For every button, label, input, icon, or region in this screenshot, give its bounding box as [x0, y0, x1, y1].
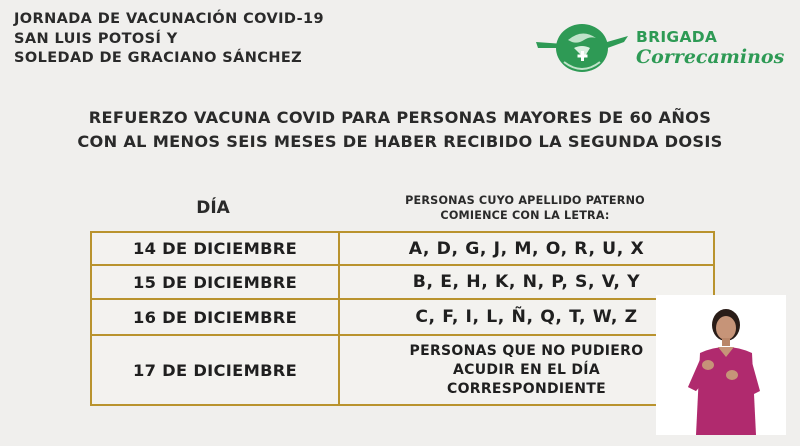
brigada-correcaminos-logo [534, 18, 796, 78]
table-row [91, 335, 714, 405]
subtitle-line-2: CON AL MENOS SEIS MESES DE HABER RECIBIDO LA SEGUNDA DOSIS [77, 132, 723, 151]
sign-language-interpreter-icon [656, 295, 786, 435]
title-line-2: SAN LUIS POTOSÍ Y [14, 30, 178, 47]
row-date: 14 DE DICIEMBRE [91, 232, 339, 265]
row-letters: B, E, H, K, N, P, S, V, Y [339, 265, 714, 299]
row-letters: A, D, G, J, M, O, R, U, X [339, 232, 714, 265]
sign-language-interpreter-panel [656, 295, 786, 435]
announcement-subtitle [0, 106, 800, 154]
row-letters: C, F, I, L, Ñ, Q, T, W, Z [339, 299, 714, 335]
row-date: 17 DE DICIEMBRE [91, 335, 339, 405]
column-header-day: DÍA [196, 198, 230, 218]
subtitle-line-1: REFUERZO VACUNA COVID PARA PERSONAS MAYORES DE 60 AÑOS [88, 108, 712, 127]
row-date: 16 DE DICIEMBRE [91, 299, 339, 335]
title-line-3: SOLEDAD DE GRACIANO SÁNCHEZ [14, 50, 303, 66]
note-line-2: ACUDIR EN EL DÍA [453, 361, 600, 378]
event-title [14, 10, 324, 69]
roadrunner-emblem-icon [534, 18, 630, 78]
note-line-3: CORRESPONDIENTE [447, 380, 606, 397]
logo-correcaminos-text: Correcaminos [636, 46, 785, 68]
schedule-table [90, 231, 715, 406]
table-row [91, 299, 714, 335]
table-row [91, 265, 714, 299]
column-header-letters [336, 193, 714, 223]
note-line-1: PERSONAS QUE NO PUDIERO [409, 342, 644, 359]
column-header-letters-line-2: COMIENCE CON LA LETRA: [440, 209, 610, 222]
row-date: 15 DE DICIEMBRE [91, 265, 339, 299]
logo-brigada-text: BRIGADA [636, 28, 718, 46]
title-line-1: JORNADA DE VACUNACIÓN COVID-19 [14, 11, 325, 27]
column-header-letters-line-1: PERSONAS CUYO APELLIDO PATERNO [405, 194, 645, 207]
table-row [91, 232, 714, 265]
